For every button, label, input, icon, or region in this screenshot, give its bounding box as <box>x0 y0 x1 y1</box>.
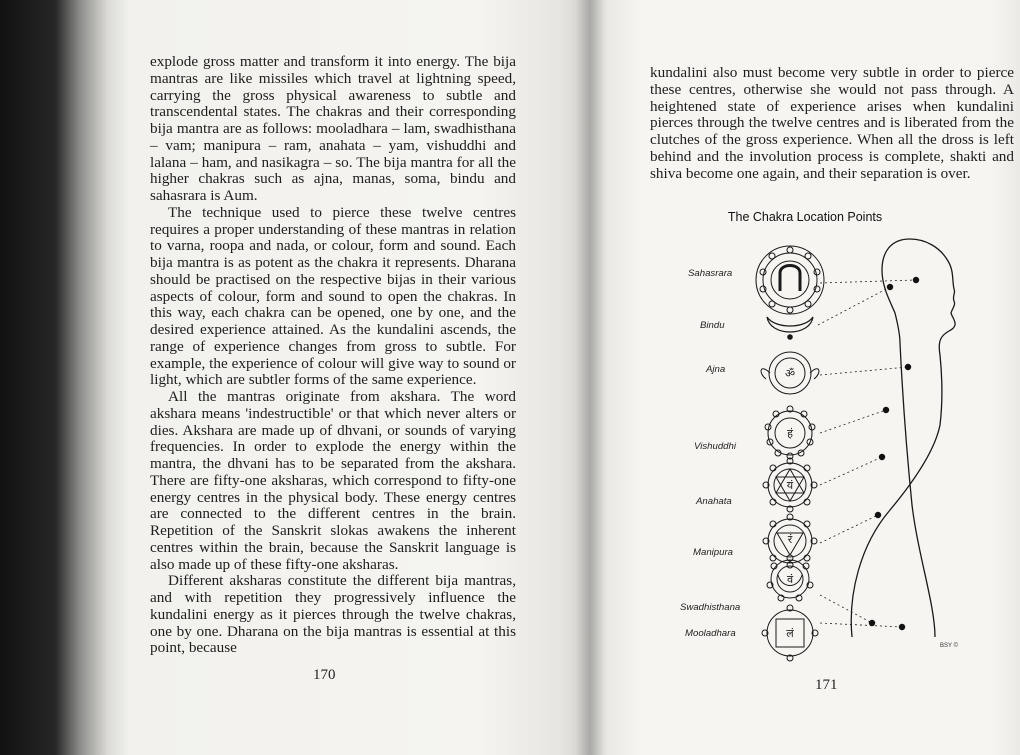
anahata-bija-glyph: यं <box>786 479 794 492</box>
paragraph: Different aksharas constitute the different bija mantras, and with repetition they progressively influence the kundalini energy as it pierces through the twelve chakras, one by one. Dharana on the bija mantras is essential at this point, because <box>150 572 516 657</box>
label-vishuddhi: Vishuddhi <box>694 441 736 452</box>
label-swadhisthana: Swadhisthana <box>680 602 741 613</box>
left-page-text <box>150 54 516 657</box>
sahasrara-symbol <box>756 246 824 314</box>
connector-line <box>820 515 878 543</box>
page-number: 170 <box>313 667 336 683</box>
right-page-text <box>650 65 1014 182</box>
ajna-symbol <box>761 352 819 394</box>
label-sahasrara: Sahasrara <box>688 268 733 279</box>
ajna-bija-glyph: ॐ <box>784 367 796 380</box>
mooladhara-bija-glyph: लं <box>786 627 794 640</box>
anahata-symbol <box>763 458 817 512</box>
label-manipura: Manipura <box>693 547 733 558</box>
connector-line <box>820 595 872 623</box>
location-points <box>869 277 919 630</box>
chakra-location-figure <box>590 225 1020 675</box>
figure-title: The Chakra Location Points <box>727 210 883 224</box>
point-bindu <box>887 284 893 290</box>
connector-line <box>820 367 908 375</box>
mooladhara-symbol <box>762 605 818 661</box>
point-ajna <box>905 364 911 370</box>
connector-line <box>820 410 886 433</box>
body-silhouette <box>851 239 955 637</box>
vishuddhi-bija-glyph: हं <box>787 427 793 440</box>
point-vishuddhi <box>883 407 889 413</box>
vishuddhi-symbol <box>765 406 815 459</box>
illustration-credit: BSY © <box>940 643 958 649</box>
connector-line <box>820 623 902 627</box>
book-gutter-shadow <box>575 0 605 755</box>
page-number: 171 <box>815 677 838 693</box>
connector-line <box>820 457 882 485</box>
label-ajna: Ajna <box>706 364 726 375</box>
swadhisthana-bija-glyph: वं <box>786 573 794 586</box>
paragraph: kundalini also must become very subtle in order to pierce these centres, otherwise she would not pass through. A heightened state of experience arises when kundalini pierces through the twelve centres and is liberated from the clutches of the gross experience. When all the dross is left behind and the involution process is complete, shakti and shiva become one again, and their separation is over. <box>650 64 1014 182</box>
paragraph: The technique used to pierce these twelve centres requires a proper understanding of these mantras in relation to varna, roopa and nada, or colour, form and sound. Each bija mantra is as potent as the chakra it represents. Dharana should be practised on the respective bijas in their various aspects of colour, form and sound to open the chakras. In this way, each chakra can be opened, one by one, and the desired experience attained. As the kundalini ascends, the range of experience changes from gross to subtle. For example, the experience of colour will give way to sound or light, which are subtler forms of the same experience. <box>150 203 516 389</box>
label-anahata: Anahata <box>696 496 732 507</box>
connector-lines <box>818 280 916 627</box>
connector-line <box>820 280 916 283</box>
right-page <box>590 0 1020 755</box>
label-mooladhara: Mooladhara <box>685 628 736 639</box>
bindu-symbol <box>767 317 813 339</box>
chakra-diagram <box>590 225 1020 675</box>
paragraph: explode gross matter and transform it into energy. The bija mantras are like missiles which travel at lightning speed, carrying the gross physical awareness to subtle and transcendental states. The chakras and their corresponding bija mantra are as follows: mooladhara – lam, swadhisthana – vam; manipura – ram, anahata – yam, vishuddhi and lalana – ham, and nasikagra – so. The bija mantra for all the higher chakras such as ajna, manas, soma, bindu and sahasrara is Aum. <box>150 53 516 204</box>
connector-line <box>818 287 890 325</box>
point-anahata <box>879 454 885 460</box>
point-sahasrara <box>913 277 919 283</box>
manipura-bija-glyph: रं <box>787 533 793 546</box>
paragraph: All the mantras originate from akshara. The word akshara means 'indestructible' or that which never alters or dies. Akshara are made up of dhvani, or sounds of varying frequencies. In order to explode the energy within the mantra, the dhvani has to be separated from the akshara. There are fifty-one aksharas, which correspond to fifty-one energy centres in the physical body. These energy centres are connected to the different centres in the brain. Repetition of the Sanskrit slokas awakens the inherent centres within the brain, because the Sanskrit language is also made up of these fifty-one aksharas. <box>150 388 516 573</box>
point-swadhisthana <box>869 620 875 626</box>
point-mooladhara <box>899 624 905 630</box>
label-bindu: Bindu <box>700 320 725 331</box>
point-manipura <box>875 512 881 518</box>
